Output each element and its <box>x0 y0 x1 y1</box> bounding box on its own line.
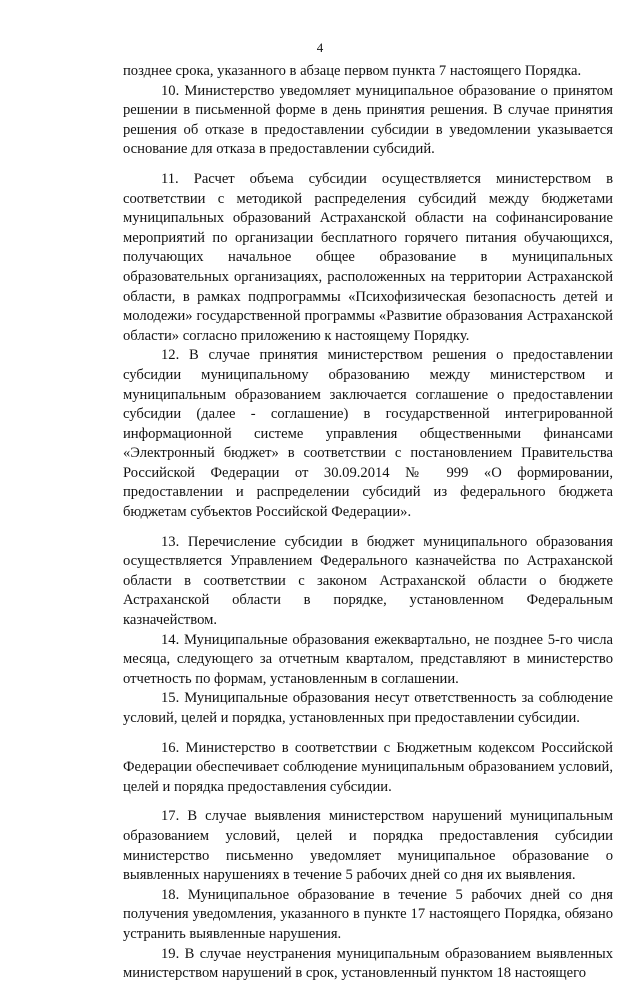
document-body <box>123 62 613 984</box>
paragraph-18: 18. Муниципальное образование в течение 5 рабочих дней со дня получения уведомления, указанного в пункте 17 настоящего Порядка, обязано устранить выявленные нарушения. <box>123 886 613 942</box>
paragraph-12: 12. В случае принятия министерством решения о предоставлении субсидии муниципальному образованию между министерством и муниципальным образованием заключается соглашение о предоставлении субсидии (далее - соглашение) в государственной интегрированной информационной системе управления общественными финансами «Электронный бюджет» в соответствии с постановлением Правительства Российской Федерации от 30.09.2014 № 999 «О формировании, предоставлении и распределении субсидий из федерального бюджета бюджетам субъектов Российской Федерации». <box>123 347 613 521</box>
paragraph-19: 19. В случае неустранения муниципальным образованием выявленных министерством нарушений в срок, установленный пунктом 18 настоящего <box>123 945 613 982</box>
paragraph-15: 15. Муниципальные образования несут ответственность за соблюдение условий, целей и порядка, установленных при предоставлении субсидии. <box>123 690 613 726</box>
paragraph-10: 10. Министерство уведомляет муниципальное образование о принятом решении в письменной форме в день принятия решения. В случае принятия решения об отказе в предоставлении субсидии в уведомлении указывается основание для отказа в предоставлении субсидий. <box>123 82 613 158</box>
paragraph-17: 17. В случае выявления министерством нарушений муниципальным образованием условий, целей и порядка предоставления субсидии министерство письменно уведомляет муниципальное образование о выявленных нарушениях в течение 5 рабочих дней со дня их выявления. <box>123 808 613 884</box>
paragraph-16: 16. Министерство в соответствии с Бюджетным кодексом Российской Федерации обеспечивает соблюдение муниципальным образованием условий, целей и порядка предоставления субсидии. <box>123 739 613 795</box>
page-number: 4 <box>316 40 324 55</box>
paragraph-continuation: позднее срока, указанного в абзаце первом пункта 7 настоящего Порядка. <box>123 63 582 79</box>
paragraph-13: 13. Перечисление субсидии в бюджет муниципального образования осуществляется Управлением Федерального казначейства по Астраханской области в соответствии с законом Астраханской области о бюджете Астраханской области в порядке, установленном Федеральным казначейством. <box>123 533 613 629</box>
paragraph-14: 14. Муниципальные образования ежеквартально, не позднее 5-го числа месяца, следующего за отчетным кварталом, представляют в министерство отчетность по формам, установленным в соглашении. <box>123 631 613 687</box>
paragraph-11: 11. Расчет объема субсидии осуществляется министерством в соответствии с методикой распределения субсидий между бюджетами муниципальных образований Астраханской области на софинансирование мероприятий по организации бесплатного горячего питания обучающихся, получающих начальное общее образование в муниципальных образовательных организациях, расположенных на территории Астраханской области, в рамках подпрограммы «Психофизическая безопасность детей и молодежи» государственной программы «Развитие образования Астраханской области» согласно приложению к настоящему Порядку. <box>123 170 613 344</box>
